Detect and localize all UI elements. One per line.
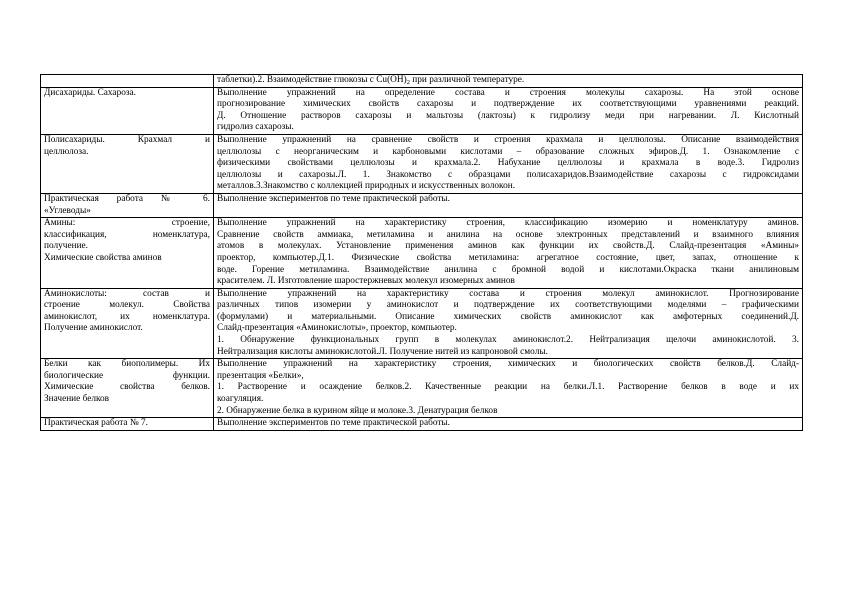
activity-line: металлов.3.Знакомство с коллекцией природных и искусственных волокон. xyxy=(217,181,516,192)
topic-line: классификация, номенклатура, xyxy=(44,229,210,240)
topic-line: Аминокислоты: состав и xyxy=(44,288,210,299)
topic-cell xyxy=(41,418,214,431)
activity-line: целлюлозы и сахарозы.Л. 1. Знакомство с образцами полисахаридов.Взаимодействие сахарозы с гидроксидами xyxy=(217,169,799,180)
topic-line: Полисахариды. Крахмал и xyxy=(44,134,210,145)
activity-line: различных типов изомерии у аминокислот и подтверждение их соответствующими моделями – графическими xyxy=(217,300,799,311)
topic-cell xyxy=(41,218,214,289)
activity-line: красителем. Л. Изготовление шаростержневых молекул изомерных аминов xyxy=(217,276,515,287)
activity-cell xyxy=(214,288,803,359)
activity-cell xyxy=(214,218,803,289)
activity-line: Д. Отношение растворов сахарозы и мальтозы (лактозы) к гидролизу меди при нагревании. Л. Кислотный xyxy=(217,110,799,121)
table-row xyxy=(41,418,803,431)
formula-text: таблетки).2. Взаимодействие глюкозы с Cu(OH) xyxy=(217,75,407,85)
topic-line: Дисахариды. Сахароза. xyxy=(44,87,136,98)
topic-line: Химические свойства белков. xyxy=(44,382,210,393)
activity-line: физическими свойствами целлюлозы и крахмала.2. Набухание целлюлозы и крахмала в воде.3. Гидролиз xyxy=(217,158,799,169)
activity-line: 2. Обнаружение белка в курином яйце и молоке.3. Денатурация белков xyxy=(217,405,498,416)
topic-line: Амины: строение, xyxy=(44,218,210,229)
activity-cell xyxy=(214,193,803,217)
activity-line: Выполнение упражнений на определение состава и строения молекулы сахарозы. На этой основе xyxy=(217,87,799,98)
topic-line: Химические свойства аминов xyxy=(44,252,162,263)
activity-line: гидролиз сахарозы. xyxy=(217,122,294,133)
topic-line: строение молекул. Свойства xyxy=(44,300,210,311)
table-row xyxy=(41,218,803,289)
activity-cell xyxy=(214,87,803,134)
curriculum-table xyxy=(40,74,803,431)
activity-line: Выполнение упражнений на сравнение свойств и строения крахмала и целлюлозы. Описание взаимодействия xyxy=(217,134,799,145)
topic-cell xyxy=(41,359,214,418)
topic-line: аминокислот, их номенклатура. xyxy=(44,311,210,322)
activity-cell xyxy=(214,75,803,88)
activity-line xyxy=(217,75,799,87)
activity-line: Выполнение упражнений на характеристику строения, химических и биологических свойств белков.Д. Слайд- xyxy=(217,359,799,370)
topic-line: целлюлоза. xyxy=(44,146,89,157)
activity-line: Выполнение упражнений на характеристику состава и строения молекул аминокислот. Прогнозирование xyxy=(217,288,799,299)
table-row xyxy=(41,75,803,88)
activity-line: (формулами) и материальными. Описание химических свойств аминокислот как амфотерных соединений.Д. xyxy=(217,311,799,322)
activity-line: Нейтрализация кислоты аминокислотой.Л. Получение нитей из капроновой смолы. xyxy=(217,346,548,357)
topic-cell xyxy=(41,288,214,359)
table-row xyxy=(41,134,803,193)
topic-cell xyxy=(41,75,214,88)
activity-line: 1. Растворение и осаждение белков.2. Качественные реакции на белки.Л.1. Растворение белков в воде и их xyxy=(217,382,799,393)
activity-line: воде. Горение метиламина. Взаимодействие анилина с бромной водой и кислотами.Окраска ткани анилиновым xyxy=(217,264,799,275)
activity-line: коагуляция. xyxy=(217,394,264,405)
table-row xyxy=(41,288,803,359)
topic-line: Практическая работа № 6. xyxy=(44,193,210,204)
activity-line: проектор, компьютер.Д.1. Физические свойства метиламина: агрегатное состояние, цвет, запах, отношение к xyxy=(217,252,799,263)
formula-text: при различной температуре. xyxy=(409,75,525,85)
activity-line: Выполнение экспериментов по теме практической работы. xyxy=(217,193,450,204)
activity-line: Сравнение свойств аммиака, метиламина и анилина на основе электронных представлений и взаимного влияния xyxy=(217,229,799,240)
topic-line: Практическая работа № 7. xyxy=(44,418,149,429)
topic-line: Получение аминокислот. xyxy=(44,323,143,334)
activity-cell xyxy=(214,418,803,431)
topic-line: Значение белков xyxy=(44,394,110,405)
topic-line: Белки как биополимеры. Их xyxy=(44,359,210,370)
topic-line: получение. xyxy=(44,241,88,252)
topic-cell xyxy=(41,87,214,134)
activity-line: Слайд-презентация «Аминокислоты», проектор, компьютер. xyxy=(217,323,457,334)
activity-line: презентация «Белки», xyxy=(217,370,304,381)
activity-line: Выполнение упражнений на характеристику строения, классификацию изомерию и номенклатуру аминов. xyxy=(217,218,799,229)
topic-line: биологические функции. xyxy=(44,370,210,381)
activity-line: Выполнение экспериментов по теме практической работы. xyxy=(217,418,450,429)
topic-cell xyxy=(41,134,214,193)
activity-line: атомов в молекулах. Установление применения аминов как функции их свойств.Д. Слайд-презентация «Амины» xyxy=(217,241,799,252)
activity-cell xyxy=(214,359,803,418)
table-row xyxy=(41,359,803,418)
activity-cell xyxy=(214,134,803,193)
table-row xyxy=(41,87,803,134)
formula-subscript: 2 xyxy=(406,79,410,86)
table-row xyxy=(41,193,803,217)
activity-line: прогнозирование химических свойств сахарозы и подтверждение их соответствующими уравнениями реакций. xyxy=(217,99,799,110)
topic-line: «Углеводы» xyxy=(44,205,91,216)
activity-line: целлюлозы с неорганическим и карбоновыми кислотами – образование сложных эфиров.Д. 1. Ознакомление с xyxy=(217,146,799,157)
activity-line: 1. Обнаружение функциональных групп в молекулах аминокислот.2. Нейтрализация щелочи аминокислотой. 3. xyxy=(217,335,799,346)
topic-cell xyxy=(41,193,214,217)
table-body xyxy=(41,75,803,431)
